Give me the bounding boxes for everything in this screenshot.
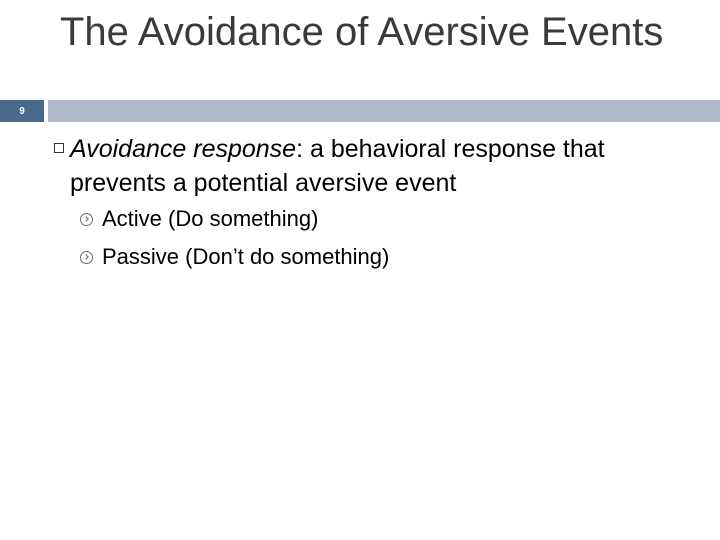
slide-number (0, 100, 44, 122)
sub-bullet-text: Active (Do something) (102, 206, 319, 231)
bullet-text (70, 132, 698, 200)
slide-title: The Avoidance of Aversive Events (60, 10, 664, 54)
square-bullet-icon (54, 143, 64, 153)
bullet-avoidance-response (48, 132, 698, 200)
bullet-definition: : a behavioral response that prevents a potential aversive event (70, 135, 605, 197)
sub-bullet-passive (78, 238, 698, 276)
slide-number-text: 9 (19, 105, 25, 117)
sub-bullet-list (48, 200, 698, 276)
sub-bullet-active (78, 200, 698, 238)
bullet-term: Avoidance response (70, 135, 297, 163)
title-underline-bar (48, 100, 720, 122)
circled-chevron-icon (80, 251, 93, 264)
sub-bullet-text: Passive (Don’t do something) (102, 244, 390, 269)
circled-chevron-icon (80, 213, 93, 226)
slide-content (48, 132, 698, 276)
